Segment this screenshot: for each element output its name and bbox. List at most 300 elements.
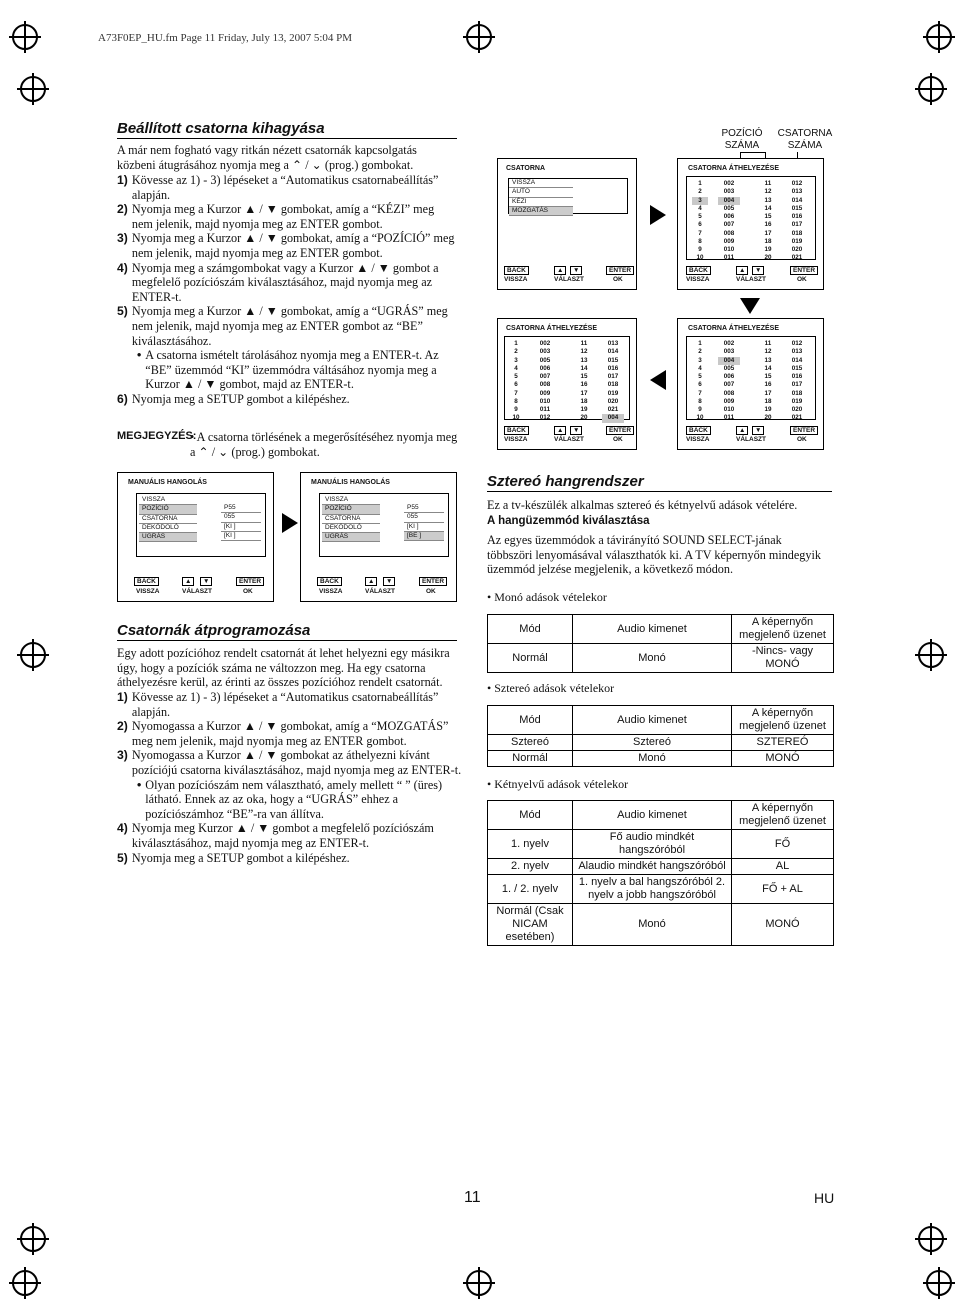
bullet-mono: • Monó adások vételekor [487,590,607,604]
menu-item: MOZGATÁS [509,207,573,216]
cell: 1 [514,340,518,347]
step-text: Nyomja meg a Kurzor ▲ / ▼ gombokat, amíg a “UGRÁS” meg nem jelenik, majd nyomja meg az ENTER gombot az “BE” kiválasztásához. [131,304,448,348]
step-text: Kövesse az 1) - 3) lépéseket a “Automatikus csatornabeállítás” alapján. [131,690,439,719]
position-column [576,340,592,423]
stereo-subtitle: A hangüzemmód kiválasztása [487,515,650,527]
cell: 2 [514,348,518,356]
cell: 015 [791,204,803,212]
cell: 5 [698,373,702,380]
screen-title: CSATORNA ÁTHELYEZÉSE [688,325,780,332]
cell: 002 [723,340,735,347]
stereo-intro: Ez a tv-készülék alkalmas sztereó és kétnyelvű adások vételére. [487,498,798,512]
step-item [117,778,462,822]
cell: 007 [723,381,735,389]
screen-title: CSATORNA ÁTHELYEZÉSE [688,165,780,172]
cell: 20 [580,414,588,422]
table-cell: FŐ + AL [732,875,834,904]
cell: 017 [791,381,803,389]
cell: 004 [602,414,624,422]
channel-column [718,340,740,423]
table-cell: 1. / 2. nyelv [488,875,573,904]
select-label: VÁLASZT [554,276,584,283]
step-item [117,690,462,719]
cell: 006 [723,213,735,220]
registration-mark [918,642,944,668]
step-item [117,748,462,777]
cell: 9 [514,406,518,413]
enter-button: ENTER [236,577,264,586]
note-label: MEGJEGYZÉS: [117,430,197,442]
cell: 008 [723,229,735,237]
step-item [117,173,457,202]
cell: 10 [512,414,520,422]
up-arrow-icon: ▲ [554,266,566,275]
ok-label: OK [797,436,807,443]
cell: 12 [580,348,588,356]
cell: 005 [539,356,551,364]
table-header: Audio kimenet [573,706,732,735]
cell: 18 [580,397,588,405]
menu-value: 055 [221,513,261,522]
menu-item: POZÍCIÓ [139,505,197,514]
cell: 016 [791,373,803,380]
cell: 021 [791,254,803,262]
table-header: A képernyőn megjelenő üzenet [732,801,834,830]
menu-panel [508,178,628,214]
section-title-reprogram: Csatornák átprogramozása [117,622,311,639]
cell: 007 [723,221,735,229]
cell: 13 [764,356,772,364]
up-arrow-icon: ▲ [365,577,377,586]
back-label: VISSZA [686,276,710,283]
screen-title: CSATORNA [506,165,546,172]
cell: 019 [607,389,619,397]
back-label: VISSZA [136,588,160,595]
cell: 018 [791,229,803,237]
cell: 5 [698,213,702,220]
menu-item: VISSZA [322,496,380,505]
registration-mark [926,24,952,50]
cell: 6 [698,221,702,229]
bullet-bilingual: • Kétnyelvű adások vételekor [487,777,629,791]
cell: 15 [764,213,772,220]
menu-value: 055 [404,513,444,522]
enter-button: ENTER [790,266,818,275]
cell: 2 [698,188,702,196]
cell: 010 [723,246,735,253]
section-rule [117,138,457,139]
step-number: 2) [117,202,128,217]
up-arrow-icon: ▲ [736,426,748,435]
menu-item: DEKÓDOLÓ [139,524,197,533]
ok-label: OK [613,436,623,443]
cell: 020 [791,246,803,253]
channel-column [786,340,808,423]
down-arrow-icon: ▼ [752,266,764,275]
cell: 007 [539,373,551,380]
cell: 4 [698,364,702,372]
enter-button: ENTER [606,426,634,435]
section-rule [487,491,832,492]
menu-panel [136,493,266,557]
cell: 13 [580,356,588,364]
table-header: Mód [488,615,573,644]
cell: 13 [764,196,772,204]
back-button: BACK [134,577,159,586]
back-button: BACK [504,266,529,275]
cell: 003 [723,188,735,196]
cell: 016 [607,364,619,372]
table-cell: -Nincs- vagy MONÓ [732,644,834,673]
menu-item: UGRÁS [139,533,197,542]
cell: 009 [539,389,551,397]
cell: 18 [764,397,772,405]
step-number: 5) [117,304,128,319]
step-number: 5) [117,850,128,865]
table-cell: Sztereó [573,735,732,751]
up-arrow-icon: ▲ [736,266,748,275]
menu-values [221,504,261,541]
cell: 16 [764,381,772,389]
ok-label: OK [426,588,436,595]
registration-mark [20,1226,46,1252]
back-label: VISSZA [319,588,343,595]
back-button: BACK [317,577,342,586]
registration-mark [12,24,38,50]
stereo-table [487,705,834,767]
cell: 3 [692,197,708,205]
cell: 002 [723,180,735,187]
table-cell: Normál [488,644,573,673]
back-label: VISSZA [504,276,528,283]
cell: 011 [539,406,551,413]
cell: 17 [580,389,588,397]
step-number: 1) [117,690,128,704]
cell: 19 [580,406,588,413]
cell: 1 [698,180,702,187]
step-text: Nyomja meg a SETUP gombot a kilépéshez. [131,850,350,865]
mono-table [487,614,834,673]
cell: 14 [764,364,772,372]
bilingual-table [487,800,834,946]
step-item [117,821,462,850]
screen-title: MANUÁLIS HANGOLÁS [311,479,390,486]
bullet-stereo: • Sztereó adások vételekor [487,681,615,695]
menu-item: AUTO [509,188,573,197]
step-number: 1) [117,173,128,187]
screen-title: MANUÁLIS HANGOLÁS [128,479,207,486]
cell: 9 [698,406,702,413]
arrow-right-icon [650,205,666,225]
pointer-line [740,152,765,153]
channel-column [718,180,740,263]
menu-list [139,496,197,542]
menu-item: DEKÓDOLÓ [322,524,380,533]
table-cell: MONÓ [732,904,834,946]
cell: 16 [580,381,588,389]
step-number: 2) [117,719,128,734]
cell: 012 [791,340,803,347]
step-text: Nyomja meg a Kurzor ▲ / ▼ gombokat, amíg a “POZÍCIÓ” meg nem jelenik, majd nyomja meg az ENTER gombot. [131,231,455,260]
cell: 4 [514,364,518,372]
table-cell: Monó [573,751,732,767]
cell: 10 [696,414,704,422]
menu-item: UGRÁS [322,533,380,542]
back-label: VISSZA [504,436,528,443]
select-label: VÁLASZT [554,436,584,443]
table-cell: 2. nyelv [488,859,573,875]
channel-move-screen-a [677,158,824,290]
table-cell: Monó [573,644,732,673]
stereo-paragraph: Az egyes üzemmódok a távirányító SOUND SELECT-jának többszöri lenyomásával választhatók ki. A TV képernyőn mindegyik üzemmód jelzése megjelenik, a következő módon. [487,533,821,577]
back-button: BACK [686,426,711,435]
menu-list [509,179,573,216]
registration-mark [466,24,492,50]
menu-item: KÉZI [509,198,573,207]
table-header: A képernyőn megjelenő üzenet [732,615,834,644]
step-item [117,719,462,748]
cell: 11 [764,340,772,347]
back-button: BACK [686,266,711,275]
step-text: Nyomja meg Kurzor ▲ / ▼ gombot a megfelelő pozíciószám kiválasztásához, majd nyomja meg az ENTER-t. [131,821,434,850]
step-text: Kövesse az 1) - 3) lépéseket a “Automatikus csatornabeállítás” alapján. [131,173,439,202]
select-label: VÁLASZT [182,588,212,595]
step-number: 6) [117,391,128,406]
cell: 7 [514,389,518,397]
registration-mark [918,1226,944,1252]
select-label: VÁLASZT [736,276,766,283]
cell: 005 [723,204,735,212]
cell: 008 [723,389,735,397]
cell: 003 [539,348,551,356]
cell: 004 [718,357,740,365]
registration-mark [20,76,46,102]
ok-label: OK [797,276,807,283]
cell: 11 [580,340,588,347]
arrow-down-icon [740,298,760,314]
cell: 18 [764,237,772,245]
cell: 8 [698,237,702,245]
step-item [117,348,457,392]
registration-mark [466,1270,492,1296]
cell: 6 [514,381,518,389]
menu-list [322,496,380,542]
select-label: VÁLASZT [736,436,766,443]
skip-intro: A már nem fogható vagy ritkán nézett csatornák kapcsolgatás közbeni átugrásához nyomja meg a ⌃ / ⌄ (prog.) gombokat. [117,143,417,172]
step-number: 4) [117,260,128,275]
cell: 017 [607,373,619,380]
table-header: Mód [488,801,573,830]
cell: 014 [607,348,619,356]
registration-mark [918,76,944,102]
cell: 15 [580,373,588,380]
cell: 020 [607,397,619,405]
menu-item: POZÍCIÓ [322,505,380,514]
ok-label: OK [613,276,623,283]
cell: 013 [791,188,803,196]
menu-item: CSATORNA [139,515,197,524]
ok-label: OK [243,588,253,595]
table-cell: 1. nyelv a bal hangszóróból 2. nyelv a jobb hangszóróból [573,875,732,904]
channel-number-label: CSATORNA SZÁMA [777,128,833,151]
cell: 021 [791,414,803,422]
step-item [117,851,462,866]
channel-column [786,180,808,263]
menu-value: [KI ] [404,523,444,532]
step-number: 4) [117,821,128,836]
position-column [692,340,708,423]
enter-button: ENTER [419,577,447,586]
cell: 7 [698,389,702,397]
cell: 014 [791,196,803,204]
cell: 9 [698,246,702,253]
cell: 19 [764,406,772,413]
menu-value: P55 [221,504,261,513]
table-cell: SZTEREÓ [732,735,834,751]
arrow-left-icon [650,370,666,390]
cell: 010 [723,406,735,413]
cell: 7 [698,229,702,237]
cell: 17 [764,389,772,397]
table-cell: MONÓ [732,751,834,767]
cell: 009 [723,397,735,405]
cell: 015 [607,356,619,364]
cell: 011 [723,254,735,262]
cell: 3 [698,356,702,364]
cell: 15 [764,373,772,380]
reprogram-steps [117,690,462,865]
channel-column [602,340,624,423]
down-arrow-icon: ▼ [383,577,395,586]
manual-tuning-screen-a [117,472,274,602]
cell: 012 [539,414,551,422]
step-number: 3) [117,231,128,246]
cell: 4 [698,204,702,212]
cell: 12 [764,188,772,196]
table-cell: Normál (Csak NICAM esetében) [488,904,573,946]
step-item [117,231,457,260]
cell: 20 [764,254,772,262]
arrow-right-icon [282,513,298,533]
menu-item: VISSZA [139,496,197,505]
channel-column [534,340,556,423]
enter-button: ENTER [606,266,634,275]
cell: 015 [791,364,803,372]
cell: 1 [698,340,702,347]
cell: 011 [723,414,735,422]
step-text: Nyomja meg a Kurzor ▲ / ▼ gombokat, amíg a “KÉZI” meg nem jelenik, majd nyomja meg az ENTER gombot. [131,202,435,231]
cell: 006 [723,373,735,380]
down-arrow-icon: ▼ [570,266,582,275]
table-header: A képernyőn megjelenő üzenet [732,706,834,735]
cell: 016 [791,213,803,220]
cell: 017 [791,221,803,229]
cell: 013 [791,348,803,356]
file-header: A73F0EP_HU.fm Page 11 Friday, July 13, 2007 5:04 PM [98,32,353,44]
cell: 5 [514,373,518,380]
cell: 012 [791,180,803,187]
cell: 010 [539,397,551,405]
position-number-label: POZÍCIÓ SZÁMA [721,128,763,151]
note-text: • A csatorna törlésének a megerősítéséhez nyomja meg a ⌃ / ⌄ (prog.) gombokat. [190,430,458,459]
section-title-skip: Beállított csatorna kihagyása [117,120,325,137]
reprogram-intro: Egy adott pozícióhoz rendelt csatornát át lehet helyezni egy másikra úgy, hogy a pozíciók száma ne változzon meg. Ha egy csatorna áthelyezésre kerül, az érinti az összes pozícióhoz rendelt csatornát. [117,646,450,690]
cell: 16 [764,221,772,229]
channel-menu-screen [497,158,637,290]
cell: 013 [607,340,619,347]
step-text: Nyomogassa a Kurzor ▲ / ▼ gombokat az áthelyezni kívánt pozíciójú csatorna kiválasztásához, majd nyomja meg az ENTER-t. [131,748,462,777]
step-text: Nyomja meg a SETUP gombot a kilépéshez. [131,391,350,406]
cell: 14 [764,204,772,212]
cell: 17 [764,229,772,237]
cell: 20 [764,414,772,422]
table-header: Audio kimenet [573,801,732,830]
cell: 003 [723,348,735,356]
up-arrow-icon: ▲ [554,426,566,435]
down-arrow-icon: ▼ [752,426,764,435]
channel-move-screen-b [677,318,824,450]
position-column [760,340,776,423]
step-item [117,392,457,407]
cell: 021 [607,406,619,413]
step-number: 3) [117,748,128,763]
step-text: Nyomogassa a Kurzor ▲ / ▼ gombokat, amíg a “MOZGATÁS” meg nem jelenik, majd nyomja meg az ENTER gombot. [131,719,449,748]
menu-value: P55 [404,504,444,513]
cell: 019 [791,397,803,405]
table-header: Mód [488,706,573,735]
step-text: Nyomja meg a számgombokat vagy a Kurzor ▲ / ▼ gombot a megfelelő pozíciószám kiválasztásához, majd nyomja meg az ENTER-t. [131,260,439,304]
cell: 018 [607,381,619,389]
table-cell: AL [732,859,834,875]
cell: 019 [791,237,803,245]
table-cell: Normál [488,751,573,767]
manual-tuning-screen-b [300,472,457,602]
back-label: VISSZA [686,436,710,443]
menu-item: VISSZA [509,179,573,188]
cell: 19 [764,246,772,253]
cell: 11 [764,180,772,187]
menu-item: CSATORNA [322,515,380,524]
cell: 2 [698,348,702,356]
menu-panel [319,493,449,557]
table-cell: Monó [573,904,732,946]
screen-title: CSATORNA ÁTHELYEZÉSE [506,325,598,332]
cell: 005 [723,364,735,372]
cell: 020 [791,406,803,413]
position-column [760,180,776,263]
menu-value: [BE ] [404,532,444,541]
cell: 14 [580,364,588,372]
table-cell: FŐ [732,830,834,859]
registration-mark [926,1270,952,1296]
cell: 6 [698,381,702,389]
section-title-stereo: Sztereó hangrendszer [487,473,644,490]
cell: 006 [539,364,551,372]
registration-mark [20,642,46,668]
down-arrow-icon: ▼ [570,426,582,435]
step-text: Olyan pozíciószám nem választható, amely mellett “ ” (üres) látható. Ennek az az oka, hogy a “UGRÁS” ehhez a pozíciószámhoz “BE”-ra van állítva. [145,777,443,821]
section-rule [117,640,457,641]
down-arrow-icon: ▼ [200,577,212,586]
cell: 12 [764,348,772,356]
cell: 002 [539,340,551,347]
table-cell: Fő audio mindkét hangszóróból [573,830,732,859]
menu-value: [KI ] [221,523,261,532]
step-item [117,304,457,348]
enter-button: ENTER [790,426,818,435]
registration-mark [12,1270,38,1296]
menu-values [404,504,444,541]
